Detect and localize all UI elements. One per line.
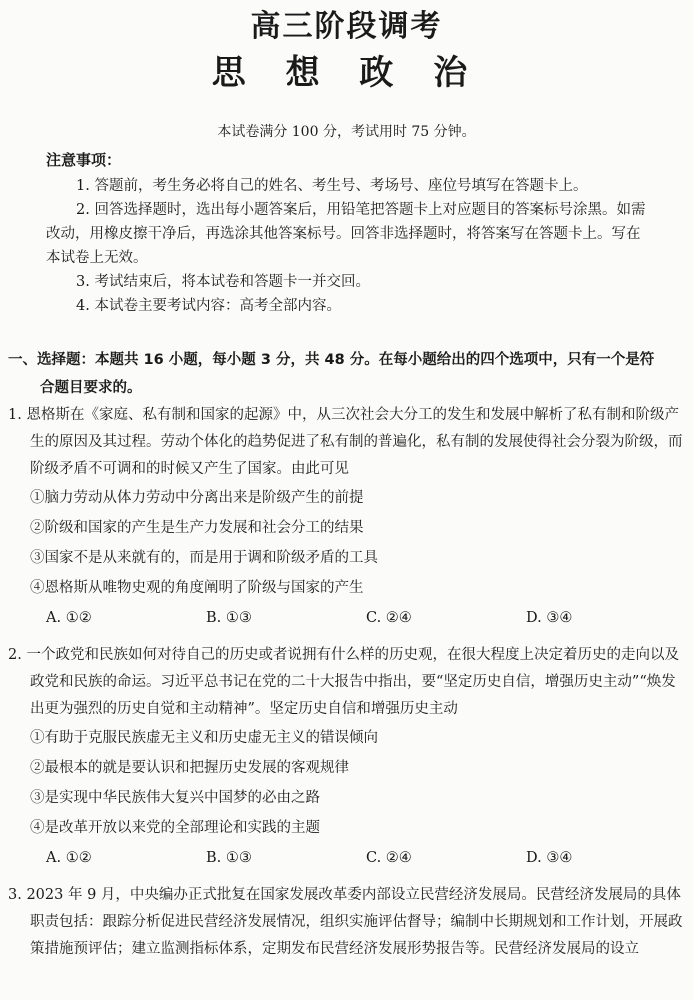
statement-option: ②最根本的就是要认识和把握历史发展的客观规律 — [30, 760, 349, 776]
choice-b: B. ①③ — [206, 610, 252, 626]
statement-option: ②阶级和国家的产生是生产力发展和社会分工的结果 — [30, 520, 364, 536]
choice-a: A. ①② — [46, 610, 92, 626]
notice-item: 1. 答题前，考生务必将自己的姓名、考生号、考场号、座位号填写在答题卡上。 — [76, 178, 588, 194]
section-heading-line2: 合题目要求的。 — [40, 380, 142, 396]
choice-c: C. ②④ — [366, 850, 412, 866]
statement-option: ①脑力劳动从体力劳动中分离出来是阶级产生的前提 — [30, 490, 364, 506]
notice-item: 3. 考试结束后，将本试卷和答题卡一并交回。 — [76, 274, 370, 290]
question-1 — [8, 402, 686, 633]
answer-choices — [8, 843, 686, 873]
statement-option: ④是改革开放以来党的全部理论和实践的主题 — [30, 820, 320, 836]
section-heading-line1: 一、选择题：本题共 16 小题，每小题 3 分，共 48 分。在每小题给出的四个选项中，只有一个是符 — [8, 352, 655, 368]
choice-d: D. ③④ — [526, 850, 573, 866]
choice-d: D. ③④ — [526, 610, 573, 626]
statement-option: ④恩格斯从唯物史观的角度阐明了阶级与国家的产生 — [30, 580, 364, 596]
notice-item: 2. 回答选择题时，选出每小题答案后，用铅笔把答题卡上对应题目的答案标号涂黑。如需改动，用橡皮擦干净后，再选涂其他答案标号。回答非选择题时，将答案写在答题卡上。写在本试卷上无效。 — [46, 202, 646, 266]
section-heading — [8, 346, 683, 402]
question-2 — [8, 642, 686, 873]
statement-option: ③是实现中华民族伟大复兴中国梦的必由之路 — [30, 790, 320, 806]
question-stem: 1. 恩格斯在《家庭、私有制和国家的起源》中，从三次社会大分工的发生和发展中解析了私有制和阶级产生的原因及其过程。劳动个体化的趋势促进了私有制的普遍化，私有制的发展使得社会分裂为阶级，而阶级矛盾不可调和的时候又产生了国家。由此可见 — [8, 407, 683, 477]
question-stem: 3. 2023 年 9 月，中央编办正式批复在国家发展改革委内部设立民营经济发展局。民营经济发展局的具体职责包括：跟踪分析促进民营经济发展情况，组织实施评估督导；编制中长期规划和工作计划，开展政策措施预评估；建立监测指标体系，定期发布民营经济发展形势报告等。民营经济发展局的设立 — [8, 887, 683, 957]
choice-b: B. ①③ — [206, 850, 252, 866]
statement-option: ③国家不是从来就有的，而是用于调和阶级矛盾的工具 — [30, 550, 378, 566]
statement-option: ①有助于克服民族虚无主义和历史虚无主义的错误倾向 — [30, 730, 378, 746]
subject-title: 思 想 政 治 — [211, 53, 482, 93]
notice-heading: 注意事项： — [46, 151, 122, 169]
question-stem: 2. 一个政党和民族如何对待自己的历史或者说拥有什么样的历史观，在很大程度上决定着历史的走向以及政党和民族的命运。习近平总书记在党的二十大报告中指出，要“坚定历史自信，增强历史主动”“焕发出更为强烈的历史自觉和主动精神”。坚定历史自信和增强历史主动 — [8, 647, 679, 717]
choice-c: C. ②④ — [366, 610, 412, 626]
choice-a: A. ①② — [46, 850, 92, 866]
notice-item: 4. 本试卷主要考试内容：高考全部内容。 — [76, 298, 341, 314]
notice-list — [46, 174, 651, 318]
exam-title: 高三阶段调考 — [250, 9, 443, 44]
answer-choices — [8, 603, 686, 633]
exam-meta: 本试卷满分 100 分，考试用时 75 分钟。 — [217, 124, 476, 140]
question-3 — [8, 882, 686, 963]
